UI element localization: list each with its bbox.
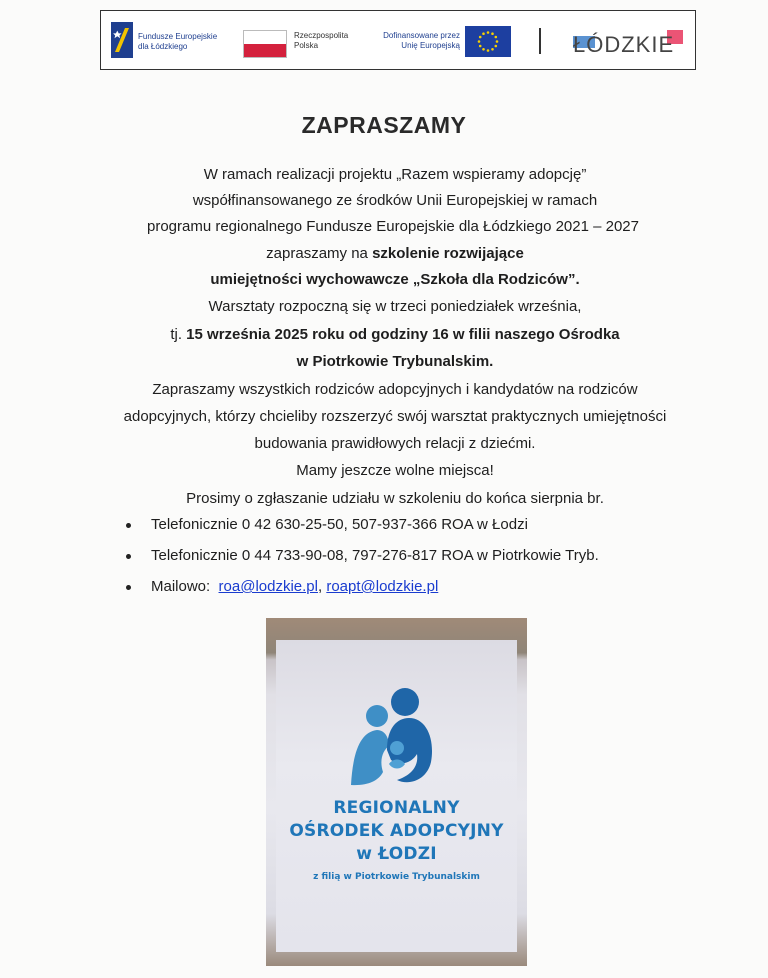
bullet-icon — [126, 585, 131, 590]
body-line: Mamy jeszcze wolne miejsca! — [296, 462, 494, 479]
poster-photo — [266, 618, 527, 966]
eu-funding-text: Dofinansowane przez Unię Europejską — [383, 31, 460, 50]
body-line: Zapraszamy wszystkich rodziców adopcyjnych i kandydatów na rodziców — [152, 381, 638, 398]
poster-line-1: REGIONALNY — [333, 798, 460, 818]
body-line: W ramach realizacji projektu „Razem wspieramy adopcję” — [203, 166, 587, 183]
contact-list — [124, 516, 599, 609]
fe-logo-text: Fundusze Europejskie dla Łódzkiego — [138, 32, 218, 51]
page-title: ZAPRASZAMY — [301, 112, 467, 138]
eu-flag-icon — [465, 26, 511, 57]
eu-star-icon — [482, 48, 485, 51]
body-line: tj. 15 września 2025 roku od godziny 16 w filii naszego Ośrodka — [170, 326, 620, 343]
body-line: adopcyjnych, którzy chcieliby rozszerzyć swój warsztat praktycznych umiejętności — [123, 408, 667, 425]
eu-star-icon — [479, 36, 482, 39]
eu-star-icon — [482, 32, 485, 35]
polish-flag-icon — [243, 30, 287, 58]
eu-star-icon — [487, 31, 490, 34]
contact-phone-lodz: Telefonicznie 0 42 630-25-50, 507-937-366 ROA w Łodzi — [124, 516, 599, 547]
lodzkie-logo-icon — [571, 26, 689, 58]
body-line: programu regionalnego Fundusze Europejskie dla Łódzkiego 2021 – 2027 — [146, 218, 639, 235]
email-link-roa[interactable]: roa@lodzkie.pl — [218, 578, 318, 595]
email-link-roapt[interactable]: roapt@lodzkie.pl — [326, 578, 439, 595]
body-line: budowania prawidłowych relacji z dziećmi. — [254, 435, 536, 452]
rzeczpospolita-text: Rzeczpospolita Polska — [294, 31, 349, 50]
body-line: zapraszamy na szkolenie rozwijające — [266, 245, 524, 262]
body-line: Warsztaty rozpoczną się w trzeci poniedziałek września, — [208, 298, 582, 315]
poster-line-2: OŚRODEK ADOPCYJNY — [289, 821, 504, 841]
logo-bar — [100, 10, 696, 70]
eu-star-icon — [479, 45, 482, 48]
body-line: umiejętności wychowawcze „Szkoła dla Rodziców”. — [210, 271, 580, 288]
contact-phone-piotrkow: Telefonicznie 0 44 733-90-08, 797-276-817 ROA w Piotrkowie Tryb. — [124, 547, 599, 578]
eu-star-icon — [478, 40, 481, 43]
logo-divider — [539, 28, 541, 54]
eu-star-icon — [496, 40, 499, 43]
eu-star-icon — [494, 36, 497, 39]
poster-subtitle: z filią w Piotrkowie Trybunalskim — [313, 872, 480, 882]
fundusze-europejskie-logo-icon — [111, 22, 133, 58]
eu-star-icon — [487, 49, 490, 52]
contact-email: Mailowo: roa@lodzkie.pl, roapt@lodzkie.pl — [124, 578, 599, 609]
bullet-icon — [126, 554, 131, 559]
body-line: współfinansowanego ze środków Unii Europejskiej w ramach — [192, 192, 598, 209]
body-line: w Piotrkowie Trybunalskim. — [296, 353, 494, 370]
svg-text:ŁÓDZKIE: ŁÓDZKIE — [573, 32, 675, 57]
poster-line-3: w ŁODZI — [356, 844, 437, 864]
family-logo-icon — [339, 680, 454, 790]
bullet-icon — [126, 523, 131, 528]
eu-star-icon — [494, 45, 497, 48]
body-line: Prosimy o zgłaszanie udziału w szkoleniu do końca sierpnia br. — [186, 490, 604, 507]
eu-star-icon — [491, 32, 494, 35]
eu-star-icon — [491, 48, 494, 51]
